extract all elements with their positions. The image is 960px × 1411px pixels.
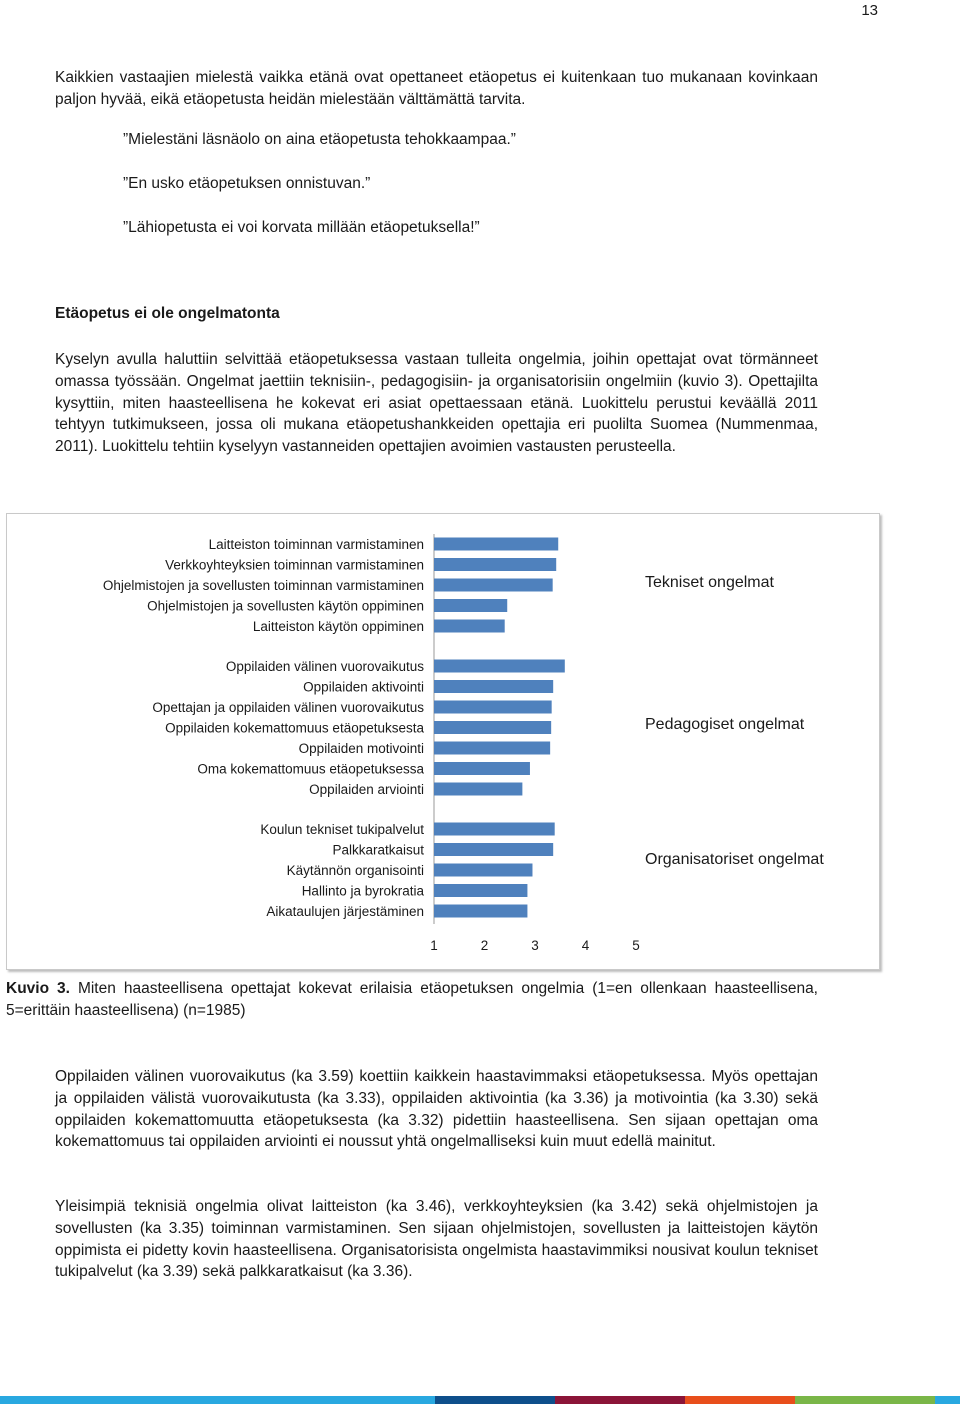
group-label: Organisatoriset ongelmat	[645, 851, 824, 868]
bar	[434, 864, 532, 877]
bar	[434, 558, 556, 571]
caption-text: Miten haasteellisena opettajat kokevat erilaisia etäopetuksen ongelmia (1=en ollenkaan haasteellisena, 5=erittäin haasteellisena) (n=1985)	[6, 980, 818, 1019]
category-label: Palkkaratkaisut	[332, 842, 424, 858]
footer-color-segment	[555, 1396, 685, 1404]
quote-3: ”Lähiopetusta ei voi korvata millään etäopetuksella!”	[123, 219, 480, 236]
caption-label: Kuvio 3.	[6, 980, 70, 997]
results-paragraph-1: Oppilaiden välinen vuorovaikutus (ka 3.59) koettiin kaikkein haastavimmaksi etäopetuksessa. Myös opettajan ja oppilaiden välistä vuorovaikutusta (ka 3.33), oppilaiden aktivointia (ka 3.36) ja motivointia (ka 3.30) sekä oppilaiden kokemattomuutta etäopetuksesta (ka 3.32) pidettiin haasteellisena. Sen sijaan opettajan oma kokemattomuus tai oppilaiden arviointi ei noussut yhtä ongelmalliseksi kuin muut edellä mainitut.	[55, 1068, 818, 1151]
results-paragraph-2: Yleisimpiä teknisiä ongelmia olivat laitteiston (ka 3.46), verkkoyhteyksien (ka 3.42) sekä ohjelmistojen ja sovellusten (ka 3.35) toiminnan varmistaminen. Sen sijaan ohjelmistojen, sovellusten ja laitteistojen käytön oppimista ei pidetty kovin haasteellisena. Organisatorisista ongelmista haastavimmiksi nousivat koulun tekniset tukipalvelut (ka 3.39) sekä palkkaratkaisut (ka 3.36).	[55, 1198, 818, 1281]
category-label: Hallinto ja byrokratia	[301, 883, 424, 899]
category-label: Opettajan ja oppilaiden välinen vuorovaikutus	[152, 700, 424, 715]
figure-caption	[6, 978, 818, 1022]
bar	[434, 680, 553, 693]
category-label: Oppilaiden arviointi	[309, 782, 424, 797]
category-label: Koulun tekniset tukipalvelut	[260, 822, 424, 837]
category-label: Laitteiston käytön oppiminen	[252, 619, 424, 634]
category-label: Verkkoyhteyksien toiminnan varmistaminen	[165, 557, 424, 573]
footer-color-segment	[0, 1396, 335, 1404]
footer-color-segment	[435, 1396, 555, 1404]
intro-paragraph: Kaikkien vastaajien mielestä vaikka etänä ovat opettaneet etäopetus ei kuitenkaan tuo mukanaan kovinkaan paljon hyvää, eikä etäopetusta heidän mielestään välttämättä tarvita.	[55, 69, 818, 108]
bar	[434, 823, 555, 836]
category-label: Oppilaiden aktivointi	[303, 679, 424, 695]
bar	[434, 742, 550, 755]
x-tick-label: 4	[581, 938, 590, 953]
bar	[434, 762, 530, 775]
section-heading: Etäopetus ei ole ongelmatonta	[55, 305, 280, 322]
category-label: Oppilaiden välinen vuorovaikutus	[225, 659, 424, 674]
bar	[434, 701, 552, 714]
bar	[434, 620, 505, 633]
x-tick-label: 5	[632, 938, 640, 953]
x-tick-label: 1	[430, 938, 438, 953]
bar	[434, 884, 527, 897]
bar	[434, 905, 527, 918]
category-label: Käytännön organisointi	[286, 863, 424, 878]
footer-color-bar	[0, 1396, 960, 1404]
category-label: Ohjelmistojen ja sovellusten toiminnan varmistaminen	[102, 578, 424, 593]
category-label: Ohjelmistojen ja sovellusten käytön oppiminen	[147, 598, 424, 614]
bar	[434, 599, 507, 612]
category-label: Oppilaiden kokemattomuus etäopetuksesta	[165, 720, 424, 736]
bar	[434, 843, 553, 856]
group-label: Pedagogiset ongelmat	[645, 716, 805, 733]
bar	[434, 538, 558, 551]
footer-color-segment	[685, 1396, 795, 1404]
category-label: Oma kokemattomuus etäopetuksessa	[197, 761, 424, 777]
category-label: Aikataulujen järjestäminen	[266, 904, 424, 919]
category-label: Oppilaiden motivointi	[298, 741, 424, 756]
chart-figure	[6, 513, 880, 970]
quote-2: ”En usko etäopetuksen onnistuvan.”	[123, 175, 371, 192]
quote-1: ”Mielestäni läsnäolo on aina etäopetusta tehokkaampaa.”	[123, 131, 516, 148]
bar	[434, 783, 522, 796]
footer-color-segment	[795, 1396, 935, 1404]
page-number: 13	[861, 2, 878, 19]
category-label: Laitteiston toiminnan varmistaminen	[208, 537, 424, 552]
bar-chart	[7, 514, 879, 969]
section-paragraph: Kyselyn avulla haluttiin selvittää etäopetuksessa vastaan tulleita ongelmia, joihin opettajat ovat törmänneet omassa työssään. Ongelmat jaettiin teknisiin-, pedagogisiin- ja organisatorisiin ongelmiin (kuvio 3). Opettajilta kysyttiin, miten haasteellisena he kokevat eri asiat opettaessaan etänä. Luokittelu perustui keväällä 2011 tehtyyn tutkimukseen, jossa oli mukana etäopetushankkeiden opettajia eri puolilta Suomea (Nummenmaa, 2011). Luokittelu tehtiin kyselyyn vastanneiden opettajien avoimien vastausten perusteella.	[55, 351, 818, 456]
footer-color-segment	[335, 1396, 435, 1404]
footer-color-segment	[935, 1396, 960, 1404]
bar	[434, 660, 565, 673]
bar	[434, 721, 551, 734]
x-tick-label: 3	[531, 938, 539, 953]
group-label: Tekniset ongelmat	[645, 574, 774, 591]
bar	[434, 579, 553, 592]
x-tick-label: 2	[480, 938, 489, 953]
